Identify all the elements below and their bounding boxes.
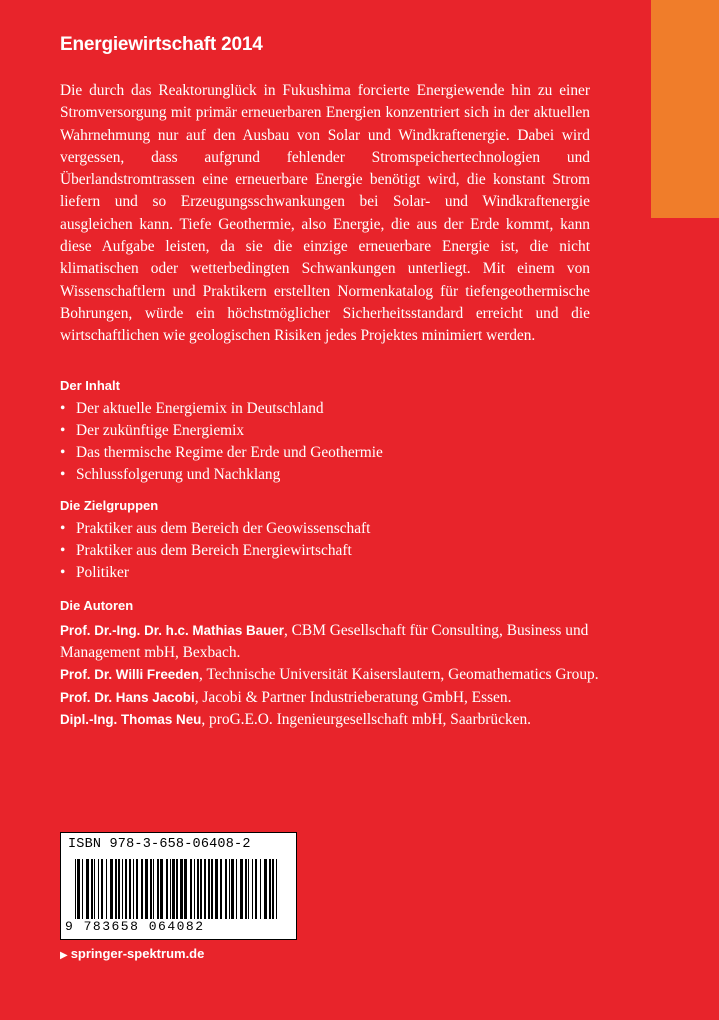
list-item: • Praktiker aus dem Bereich Energiewirtschaft: [60, 540, 370, 562]
list-item: • Politiker: [60, 562, 370, 584]
triangle-right-icon: ▶: [60, 950, 68, 961]
bullet-icon: •: [60, 520, 66, 537]
description-text: Die durch das Reaktorunglück in Fukushima forcierte Energiewende hin zu einer Stromversorgung mit primär erneuerbaren Energien konzentriert sich in der aktuellen Wahrnehmung nur auf den Ausbau von Solar und Windkraftenergie. Dabei wird vergessen, dass aufgrund fehlender Stromspeichertechnologien und Überlandstromtrassen eine erneuerbare Energie benötigt wird, die konstant Strom liefern und so Erzeugungsschwankungen bei Solar- und Windkraftenergie ausgleichen kann. Tiefe Geothermie, also Energie, die aus der Erde kommt, kann diese Aufgabe leisten, da sie die einzige erneuerbare Energie ist, die nicht klimatischen oder wetterbedingten Schwankungen unterliegt. Mit einem von Wissenschaftlern und Praktikern erstellten Normenkatalog für tiefengeothermische Bohrungen, würde ein höchstmöglicher Sicherheitsstandard erreicht und die wirtschaftlichen wie geologischen Risiken jedes Projektes minimiert werden.: [60, 82, 590, 345]
autoren-list: [60, 620, 600, 731]
list-item: • Der aktuelle Energiemix in Deutschland: [60, 398, 383, 420]
author-name: Prof. Dr. Hans Jacobi: [60, 689, 195, 705]
barcode-number: 9 783658 064082: [65, 919, 290, 934]
zielgruppen-list: [60, 518, 370, 584]
list-item: • Praktiker aus dem Bereich der Geowissenschaft: [60, 518, 370, 540]
inhalt-heading: Der Inhalt: [60, 378, 120, 393]
author-affiliation: , CBM Gesellschaft für Consulting, Business und Management mbH, Bexbach.: [60, 622, 589, 662]
bullet-icon: •: [60, 400, 66, 417]
author-name: Dipl.-Ing. Thomas Neu: [60, 711, 202, 727]
bullet-icon: •: [60, 564, 66, 581]
list-item: • Das thermische Regime der Erde und Geothermie: [60, 442, 383, 464]
author-affiliation: , Jacobi & Partner Industrieberatung GmbH, Essen.: [194, 688, 512, 706]
author-name: Prof. Dr. Willi Freeden: [60, 667, 200, 683]
author-name: Prof. Dr.-Ing. Dr. h.c. Mathias Bauer: [60, 623, 284, 638]
list-item: • Schlussfolgerung und Nachklang: [60, 464, 383, 486]
book-title: Energiewirtschaft 2014: [60, 34, 263, 55]
isbn-label: ISBN 978-3-658-06408-2: [68, 837, 251, 852]
barcode-icon: [75, 859, 280, 925]
bullet-icon: •: [60, 444, 66, 461]
bullet-icon: •: [60, 466, 66, 483]
zielgruppen-heading: Die Zielgruppen: [60, 498, 159, 513]
bullet-icon: •: [60, 422, 66, 439]
autoren-heading: Die Autoren: [60, 598, 134, 613]
author-affiliation: , Technische Universität Kaiserslautern, Geomathematics Group.: [199, 666, 599, 684]
author-entry: [60, 664, 600, 686]
bullet-icon: •: [60, 542, 66, 559]
inhalt-list: [60, 398, 383, 486]
author-affiliation: , proG.E.O. Ingenieurgesellschaft mbH, Saarbrücken.: [201, 710, 532, 728]
author-entry: [60, 620, 600, 664]
website-label: springer-spektrum.de: [70, 946, 205, 961]
website-link[interactable]: [60, 946, 204, 961]
author-entry: [60, 709, 600, 731]
author-entry: [60, 687, 600, 709]
list-item: • Der zukünftige Energiemix: [60, 420, 383, 442]
barcode: [60, 832, 297, 940]
accent-tab: [651, 0, 719, 218]
